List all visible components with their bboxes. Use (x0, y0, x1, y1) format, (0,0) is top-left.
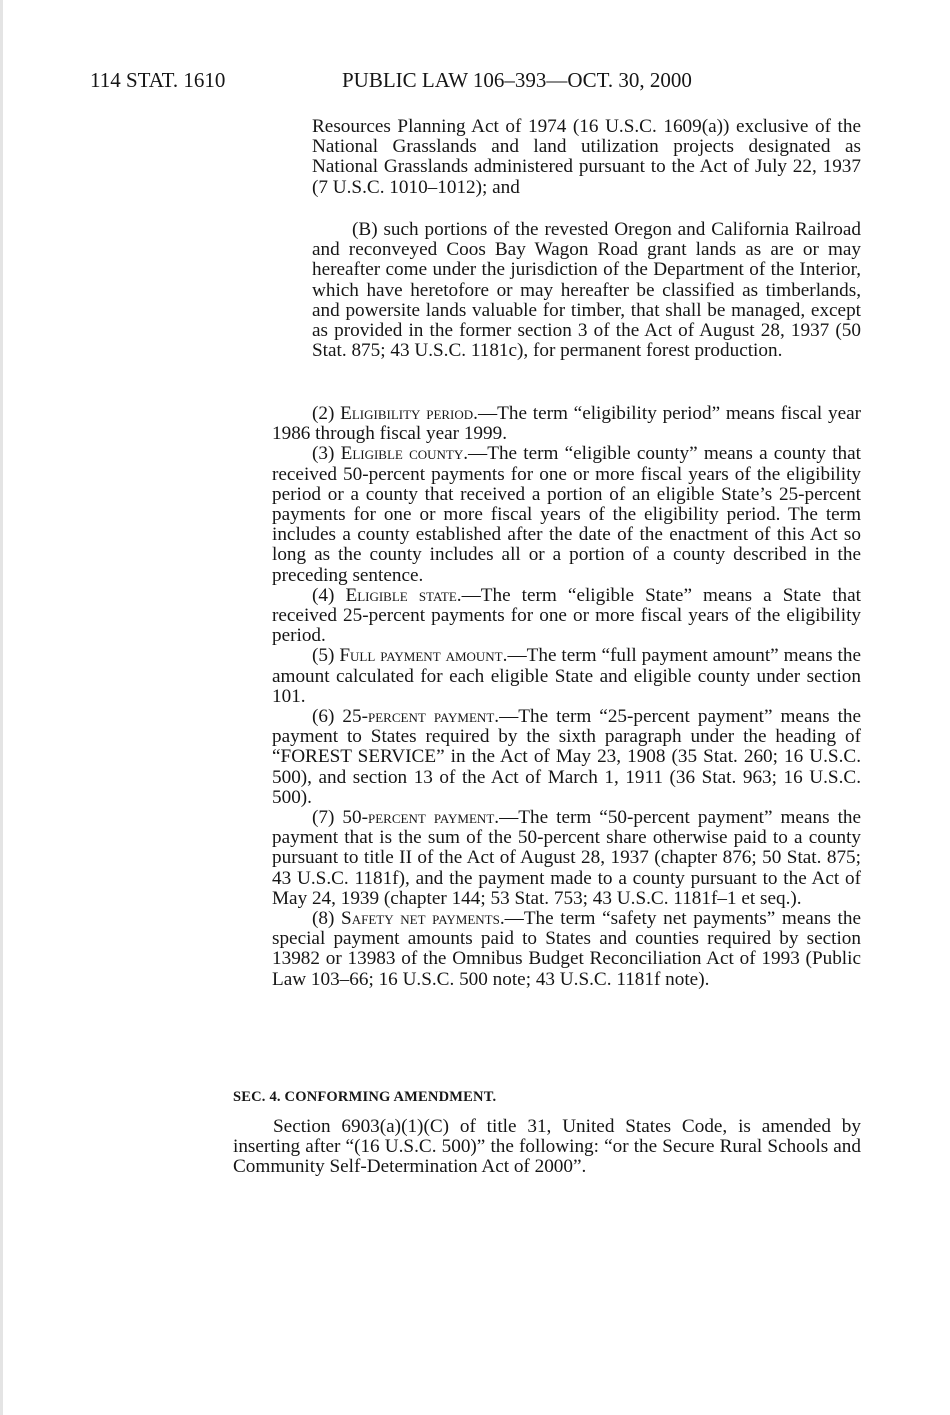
paragraph-a-continuation: Resources Planning Act of 1974 (16 U.S.C. 1609(a)) exclusive of the National Grasslands and land utilization projects designated as National Grasslands administered pursuant to the Act of July 22, 1937 (7 U.S.C. 1010–1012); and (312, 116, 861, 198)
definition-number: (6) (312, 706, 335, 728)
definition-term: Eligible state. (345, 584, 462, 606)
definition-number: (5) (312, 645, 335, 667)
definition-text: —The term “full payment amount” means the amount calculated for each eligible State and eligible county under section 101. (272, 645, 861, 707)
definition-term: 50-percent payment. (342, 807, 500, 829)
definition-2 (272, 404, 861, 444)
definition-term: Eligible county. (340, 443, 469, 465)
definition-text: —The term “safety net payments” means the special payment amounts paid to States and counties required by section 13982 or 13983 of the Omnibus Budget Reconciliation Act of 1993 (Public Law 103–66; 16 U.S.C. 500 note; 43 U.S.C. 1181f note). (272, 908, 861, 990)
section-4-text: Section 6903(a)(1)(C) of title 31, United States Code, is amended by inserting after “(16 U.S.C. 500)” the following: “or the Secure Rural Schools and Community Self-Determination Act of 2000”. (233, 1116, 861, 1178)
definition-term: Safety net payments. (341, 908, 505, 930)
definition-number: (7) (312, 807, 335, 829)
public-law-title: PUBLIC LAW 106–393—OCT. 30, 2000 (342, 68, 692, 92)
definition-term: 25-percent payment. (342, 706, 500, 728)
definition-text: —The term “eligible county” means a county that received 50-percent payments for one or more fiscal years of the eligibility period or a county that received a portion of an eligible State’s 25-percent payments for one or more fiscal years of the eligibility period. The term includes a county established after the date of the enactment of this Act so long as the county includes all or a portion of a county described in the preceding sentence. (272, 443, 861, 586)
paragraph-b: (B) such portions of the revested Oregon and California Railroad and reconveyed Coos Bay Wagon Road grant lands as are or may hereafter come under the jurisdiction of the Department of the Interior, which have heretofore or may hereafter be classified as timberlands, and powersite lands valuable for timber, that shall be managed, except as provided in the former section 3 of the Act of August 28, 1937 (50 Stat. 875; 43 U.S.C. 1181c), for permanent forest production. (312, 219, 861, 362)
definitions-list (272, 404, 861, 990)
definition-text: —The term “25-percent payment” means the payment to States required by the sixth paragraph under the heading of “FOREST SERVICE” in the Act of May 23, 1908 (35 Stat. 260; 16 U.S.C. 500), and section 13 of the Act of March 1, 1911 (36 Stat. 963; 16 U.S.C. 500). (272, 706, 862, 808)
definition-text: —The term “eligible State” means a State that received 25-percent payments for one or more fiscal years of the eligibility period. (272, 584, 861, 647)
definition-6 (272, 707, 861, 808)
definition-term: Eligibility period. (340, 403, 478, 424)
definition-number: (8) (312, 908, 335, 930)
definition-number: (2) (312, 403, 335, 424)
definition-5 (272, 646, 861, 707)
definition-number: (4) (312, 584, 335, 606)
definition-7 (272, 808, 861, 909)
definition-text: —The term “50-percent payment” means the payment that is the sum of the 50-percent share otherwise paid to a county pursuant to title II of the Act of August 28, 1937 (chapter 876; 50 Stat. 875; 43 U.S.C. 1181f), and the payment made to a county pursuant to the Act of May 24, 1939 (chapter 144; 53 Stat. 753; 43 U.S.C. 1181f–1 et seq.). (272, 807, 862, 909)
definition-4 (272, 586, 861, 647)
statute-citation: 114 STAT. 1610 (90, 68, 226, 92)
definition-3 (272, 444, 861, 585)
definition-number: (3) (312, 443, 335, 465)
definition-8 (272, 909, 861, 990)
section-heading: SEC. 4. CONFORMING AMENDMENT. (233, 1089, 497, 1105)
definition-term: Full payment amount. (339, 645, 508, 667)
page-edge (0, 0, 3, 1415)
definition-text: —The term “eligibility period” means fiscal year 1986 through fiscal year 1999. (272, 403, 861, 445)
